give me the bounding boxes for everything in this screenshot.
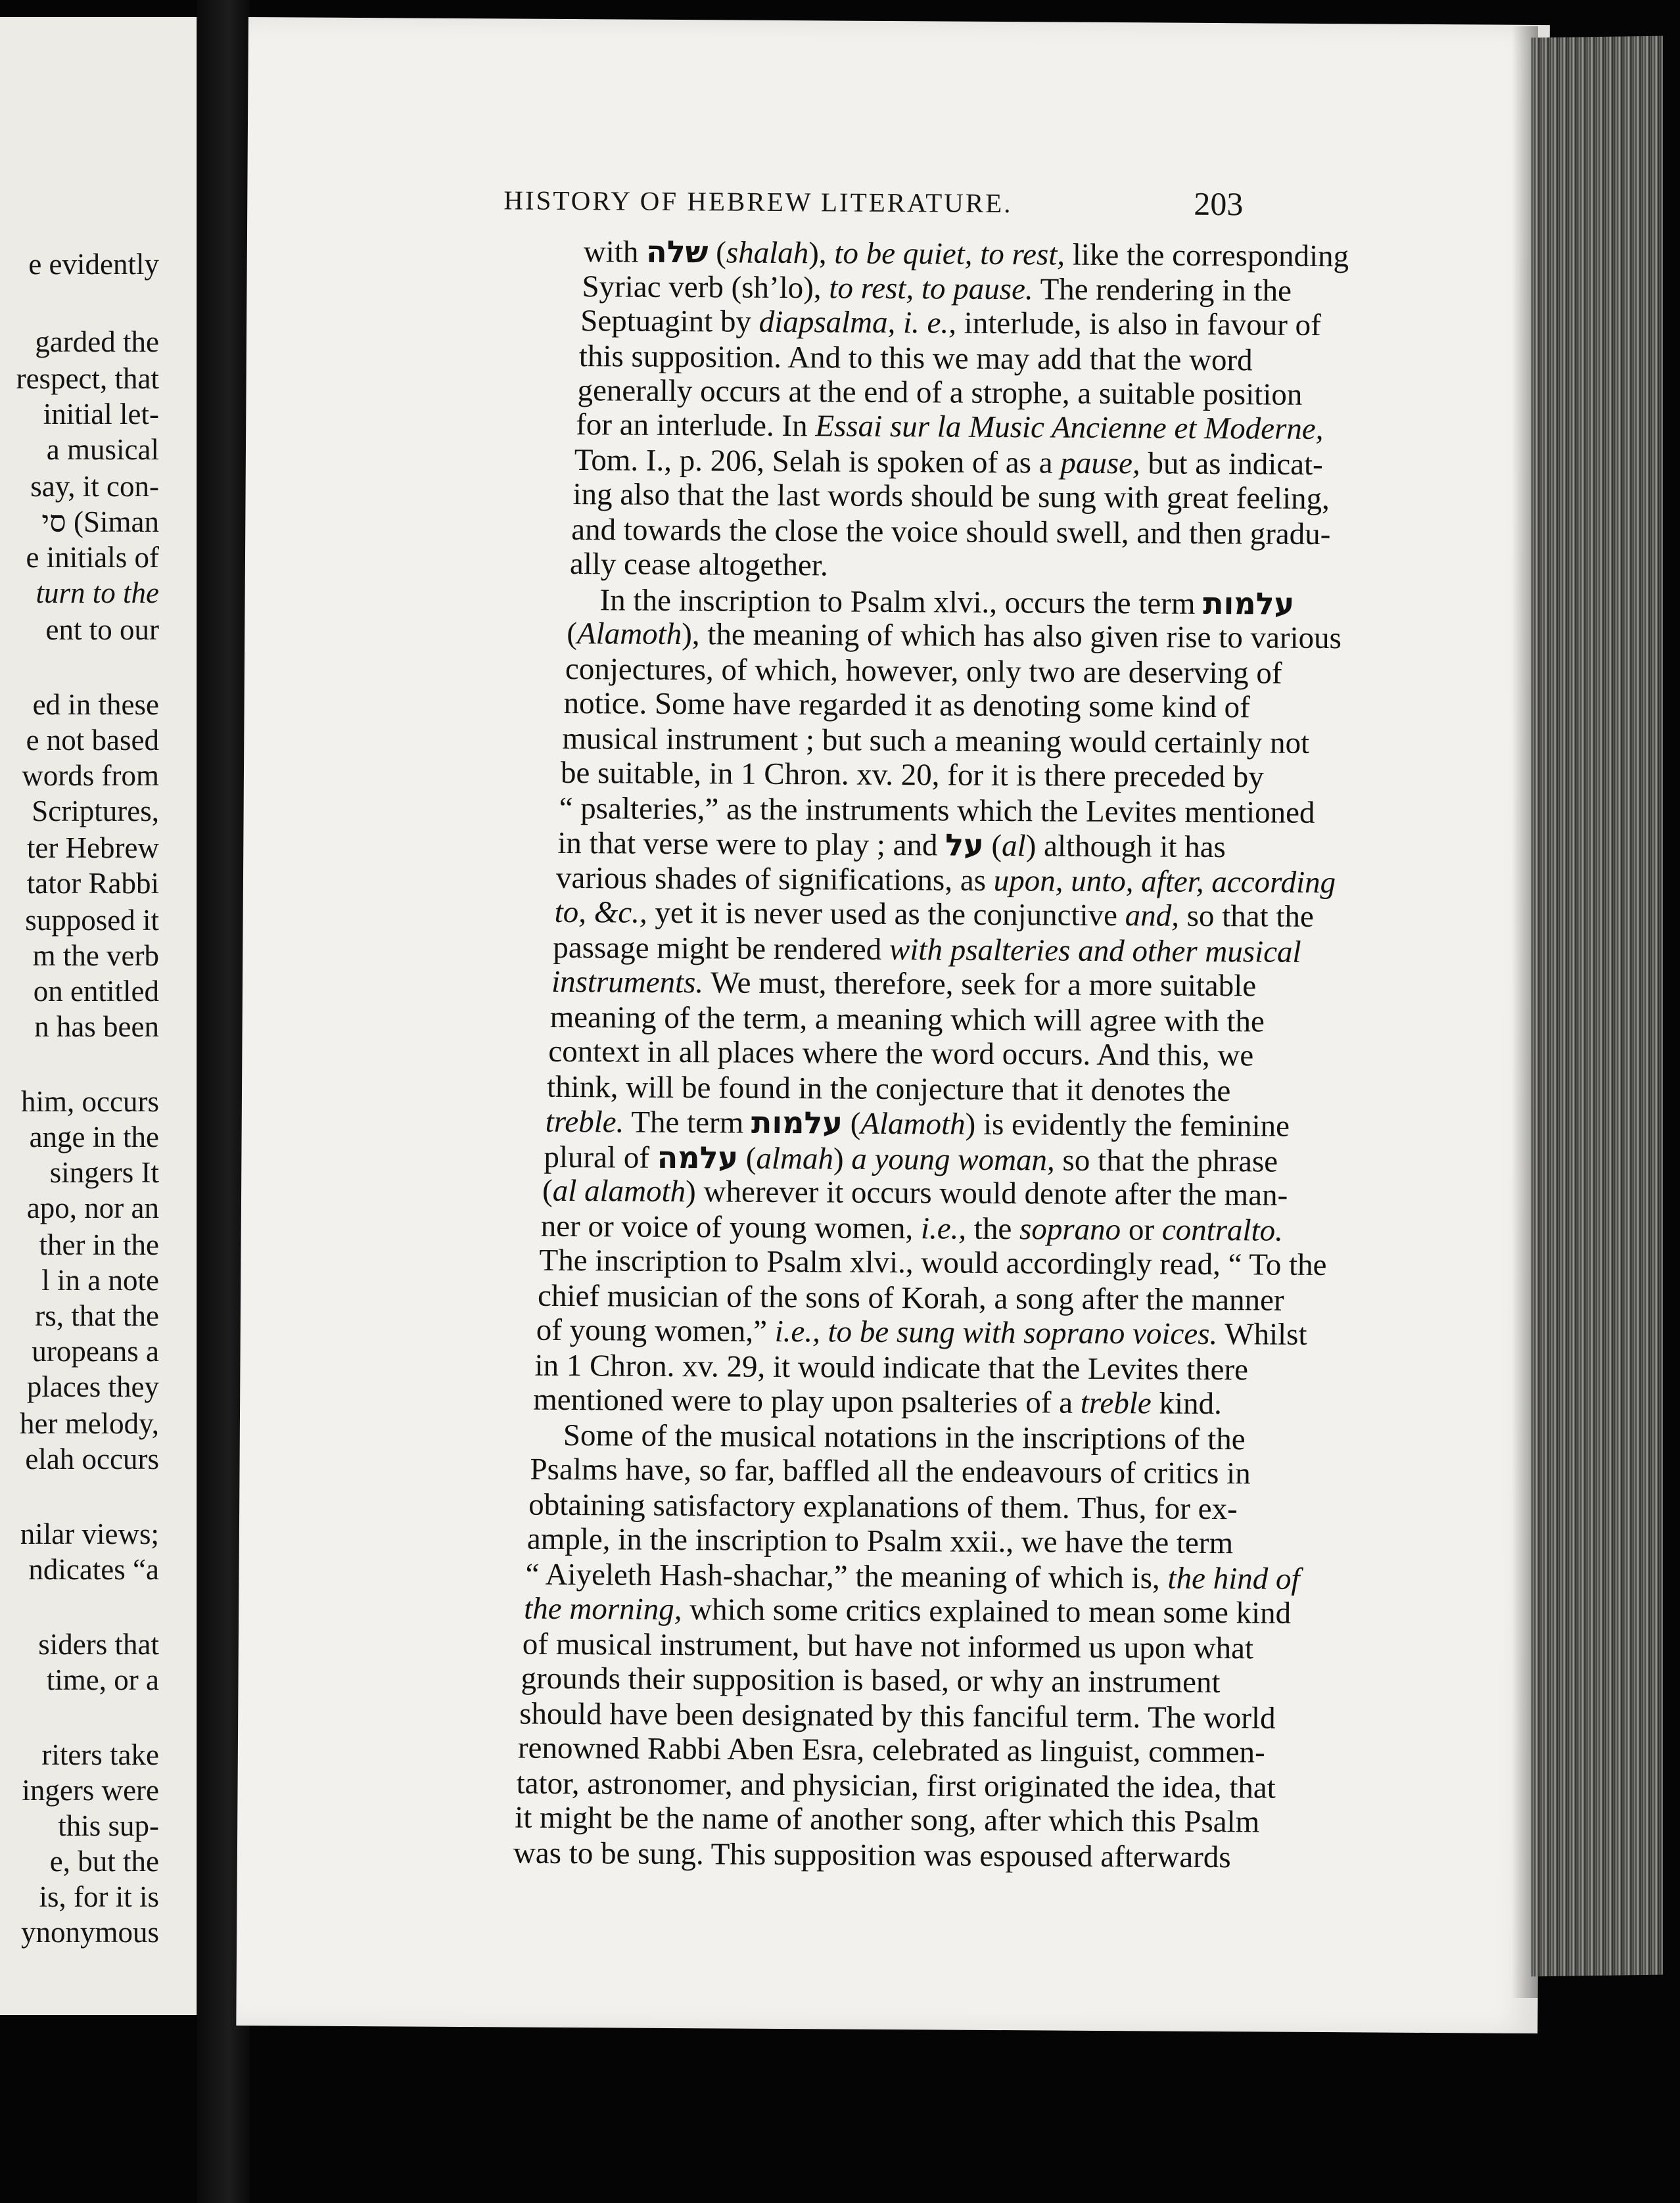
text-span: ) although it has bbox=[1025, 829, 1226, 865]
text-span: of young women,” bbox=[536, 1312, 775, 1349]
italic-span: contralto. bbox=[1161, 1213, 1284, 1248]
text-line bbox=[551, 964, 1257, 1004]
left-page-line: e evidently bbox=[28, 248, 159, 281]
text-span: which some critics explained to mean some kind bbox=[682, 1592, 1292, 1631]
text-span: various shades of significations, as bbox=[555, 860, 994, 898]
left-page-line: ingers were bbox=[22, 1774, 159, 1807]
italic-span: to be quiet, to rest, bbox=[834, 236, 1065, 272]
text-line bbox=[579, 341, 1253, 376]
italic-span: shalah bbox=[726, 235, 809, 271]
text-span: Whilst bbox=[1217, 1317, 1307, 1352]
text-span: ), the meaning of which has also given rise to various bbox=[682, 617, 1342, 656]
hebrew-word: עלמות bbox=[1203, 585, 1295, 622]
page-number: 203 bbox=[1194, 185, 1244, 223]
left-page-line: l in a note bbox=[41, 1264, 159, 1297]
text-span: musical instrument ; but such a meaning would certainly not bbox=[562, 721, 1310, 760]
left-page-line: ynonymous bbox=[20, 1916, 159, 1949]
italic-span: to, &c., bbox=[554, 894, 647, 930]
left-page-line: siders that bbox=[38, 1628, 159, 1661]
text-line bbox=[546, 1106, 1290, 1142]
text-line bbox=[530, 1454, 1250, 1490]
text-span: grounds their supposition is based, or why an instrument bbox=[521, 1661, 1221, 1700]
text-span: conjectures, of which, however, only two are deserving of bbox=[565, 651, 1282, 691]
text-span: of musical instrument, but have not informed us upon what bbox=[522, 1627, 1254, 1666]
left-page-line: on entitled bbox=[33, 975, 159, 1008]
text-line bbox=[553, 930, 1301, 969]
text-line bbox=[571, 515, 1330, 550]
text-span: plural of bbox=[544, 1140, 657, 1175]
left-page-line: סי (Siman bbox=[41, 505, 159, 538]
text-line bbox=[580, 306, 1321, 341]
hebrew-word: עלמות bbox=[751, 1104, 843, 1141]
text-span: “ psalteries,” as the instruments which the Levites mentioned bbox=[559, 791, 1315, 830]
text-span: In the inscription to Psalm xlvi., occurs the term bbox=[599, 583, 1203, 621]
text-line bbox=[582, 271, 1292, 307]
text-line bbox=[576, 409, 1324, 445]
italic-span: i.e., bbox=[920, 1211, 967, 1246]
text-span: generally occurs at the end of a strophe, a suitable position bbox=[577, 373, 1303, 412]
text-span: passage might be rendered bbox=[553, 930, 890, 967]
text-line bbox=[550, 1002, 1265, 1038]
text-span: Syriac verb (sh’lo), bbox=[582, 269, 829, 306]
text-span: “ Aiyeleth Hash-shachar,” the meaning of which is, bbox=[525, 1557, 1168, 1596]
text-span: Tom. I., p. 206, Selah is spoken of as a bbox=[574, 443, 1061, 480]
text-line bbox=[524, 1591, 1292, 1631]
text-line bbox=[565, 651, 1282, 691]
left-page-line: tator Rabbi bbox=[26, 867, 159, 900]
book-page bbox=[236, 17, 1550, 2033]
text-span: ( bbox=[842, 1106, 861, 1141]
text-span: context in all places where the word occurs. And this, we bbox=[548, 1034, 1254, 1073]
hebrew-word: עלמה bbox=[657, 1139, 739, 1176]
text-span: ner or voice of young women, bbox=[540, 1209, 922, 1246]
text-line bbox=[570, 549, 828, 581]
italic-span: a young woman, bbox=[851, 1142, 1055, 1178]
text-span: ( bbox=[708, 235, 727, 270]
italic-span: almah bbox=[756, 1141, 834, 1176]
left-page-line: Scriptures, bbox=[32, 795, 159, 827]
text-line bbox=[599, 584, 1294, 620]
text-span: ) is evidently the feminine bbox=[965, 1107, 1290, 1144]
text-span: mentioned were to play upon psalteries of a bbox=[532, 1382, 1081, 1420]
left-page-line: garded the bbox=[35, 325, 159, 358]
text-line bbox=[583, 233, 1349, 274]
italic-span: to rest, to pause. bbox=[829, 271, 1033, 307]
text-span: ample, in the inscription to Psalm xxii., we have the term bbox=[526, 1521, 1234, 1561]
text-span: the bbox=[966, 1211, 1020, 1247]
italic-span: with psalteries and other musical bbox=[889, 932, 1301, 969]
text-line bbox=[541, 1211, 1283, 1247]
text-span: obtaining satisfactory explanations of them. Thus, for ex- bbox=[528, 1487, 1238, 1527]
left-page-line: turn to the bbox=[35, 576, 159, 609]
italic-span: diapsalma, i. e., bbox=[758, 304, 957, 340]
text-span: ) bbox=[833, 1142, 852, 1176]
text-span: yet it is never used as the conjunctive bbox=[647, 895, 1125, 933]
left-page-line: ndicates “a bbox=[28, 1553, 159, 1586]
italic-span: the hind of bbox=[1167, 1561, 1300, 1596]
text-line bbox=[546, 1069, 1231, 1109]
left-page-line: ther in the bbox=[39, 1228, 159, 1261]
italic-span: Alamoth bbox=[576, 616, 682, 652]
text-span: ) wherever it occurs would denote after the man- bbox=[685, 1174, 1288, 1213]
text-span: ( bbox=[737, 1141, 757, 1176]
text-line bbox=[567, 618, 1342, 654]
text-line bbox=[526, 1521, 1234, 1561]
left-page-line: m the verb bbox=[32, 939, 159, 972]
text-span: ( bbox=[542, 1173, 553, 1208]
left-page-line: her melody, bbox=[19, 1407, 159, 1440]
text-span: should have been designated by this fanciful term. The world bbox=[519, 1696, 1276, 1736]
left-page-line: initial let- bbox=[43, 398, 159, 430]
text-span: Psalms have, so far, baffled all the endeavours of critics in bbox=[530, 1452, 1251, 1491]
text-span: for an interlude. In bbox=[576, 407, 816, 444]
text-line bbox=[536, 1312, 1307, 1352]
text-span: but as indicat- bbox=[1140, 446, 1323, 482]
left-page-line: a musical bbox=[46, 433, 159, 466]
text-line bbox=[577, 375, 1302, 411]
italic-span: and, bbox=[1125, 898, 1180, 933]
left-page-line: ent to our bbox=[45, 613, 159, 646]
text-span: We must, therefore, seek for a more suitable bbox=[703, 965, 1257, 1004]
italic-span: instruments. bbox=[551, 964, 704, 1000]
text-span: Some of the musical notations in the inscriptions of the bbox=[563, 1418, 1246, 1457]
text-span: The rendering in the bbox=[1033, 272, 1292, 308]
left-page-line: words from bbox=[22, 759, 159, 792]
text-span: this supposition. And to this we may add that the word bbox=[578, 339, 1253, 378]
text-line bbox=[542, 1173, 1288, 1213]
left-page-line: places they bbox=[26, 1370, 159, 1403]
text-span: be suitable, in 1 Chron. xv. 20, for it is there preceded by bbox=[560, 755, 1264, 795]
text-span: and towards the close the voice should swell, and then gradu- bbox=[571, 513, 1331, 552]
text-line bbox=[532, 1382, 1222, 1422]
running-title: HISTORY OF HEBREW LITERATURE. bbox=[503, 185, 1013, 219]
text-span: so that the bbox=[1178, 898, 1314, 934]
text-span: chief musician of the sons of Korah, a song after the manner bbox=[537, 1278, 1284, 1318]
text-span: The inscription to Psalm xlvi., would accordingly read, “ To the bbox=[539, 1243, 1327, 1283]
left-page-line: is, for it is bbox=[39, 1880, 159, 1913]
left-page-line: e not based bbox=[26, 724, 159, 756]
text-line bbox=[534, 1348, 1249, 1387]
italic-span: pause, bbox=[1060, 446, 1140, 481]
text-span: ing also that the last words should be sung with great feeling, bbox=[572, 477, 1330, 517]
text-span: it might be the name of another song, after which this Psalm bbox=[515, 1800, 1260, 1840]
text-span: renowned Rabbi Aben Esra, celebrated as linguist, commen- bbox=[517, 1730, 1265, 1770]
text-span: ), bbox=[808, 236, 835, 271]
left-page-line: this sup- bbox=[58, 1809, 159, 1842]
text-span: ally cease altogether. bbox=[569, 547, 828, 583]
text-line bbox=[560, 755, 1264, 795]
italic-span: the morning, bbox=[524, 1591, 682, 1627]
text-line bbox=[544, 1139, 1278, 1179]
text-line bbox=[548, 1036, 1253, 1072]
text-line bbox=[554, 894, 1314, 934]
text-span: in 1 Chron. xv. 29, it would indicate that the Levites there bbox=[534, 1348, 1249, 1387]
italic-span: treble bbox=[1080, 1385, 1152, 1421]
left-page-line: time, or a bbox=[46, 1663, 159, 1696]
text-line bbox=[539, 1245, 1326, 1281]
book-page-edges bbox=[1531, 36, 1663, 1977]
text-line bbox=[523, 1629, 1253, 1665]
italic-span: Alamoth bbox=[860, 1106, 966, 1142]
text-span: so that the phrase bbox=[1054, 1143, 1278, 1179]
text-line bbox=[521, 1663, 1220, 1698]
text-line bbox=[528, 1487, 1238, 1527]
italic-span: upon, unto, after, according bbox=[993, 863, 1336, 900]
left-page-line: respect, that bbox=[16, 362, 159, 395]
left-page-line: n has been bbox=[34, 1010, 159, 1043]
text-line bbox=[562, 721, 1310, 760]
left-page-line: rs, that the bbox=[35, 1299, 159, 1332]
left-page-line: riters take bbox=[41, 1738, 159, 1771]
left-page-line: uropeans a bbox=[32, 1335, 159, 1368]
text-line bbox=[519, 1696, 1276, 1736]
text-line bbox=[559, 793, 1315, 829]
text-line bbox=[513, 1838, 1231, 1874]
text-span: in that verse were to play ; and bbox=[557, 825, 946, 863]
text-span: meaning of the term, a meaning which will agree with the bbox=[549, 1000, 1265, 1039]
left-page-line: say, it con- bbox=[30, 470, 159, 503]
italic-span: i.e., to be sung with soprano voices. bbox=[774, 1314, 1218, 1352]
left-page-line: singers It bbox=[49, 1156, 159, 1189]
italic-span: Essai sur la Music Ancienne et Moderne, bbox=[815, 409, 1324, 447]
text-span: was to be sung. This supposition was espoused afterwards bbox=[513, 1836, 1231, 1875]
text-line bbox=[563, 1420, 1246, 1455]
left-page-line: elah occurs bbox=[25, 1443, 159, 1475]
left-page-line: him, occurs bbox=[21, 1085, 159, 1118]
text-span: or bbox=[1121, 1213, 1162, 1247]
text-span: like the corresponding bbox=[1064, 237, 1349, 274]
italic-span: treble. bbox=[545, 1104, 624, 1140]
text-line bbox=[557, 827, 1226, 863]
left-page-line: apo, nor an bbox=[26, 1192, 159, 1224]
text-span: ( bbox=[983, 828, 1002, 864]
text-line bbox=[555, 860, 1336, 900]
text-line bbox=[516, 1766, 1276, 1805]
left-page-line: ed in these bbox=[32, 688, 159, 721]
hebrew-word: על bbox=[945, 827, 984, 863]
italic-span: al alamoth bbox=[552, 1173, 686, 1209]
left-page-line: nilar views; bbox=[20, 1518, 159, 1550]
facing-page-left bbox=[0, 17, 198, 2015]
text-line bbox=[517, 1730, 1265, 1770]
text-line bbox=[572, 479, 1330, 515]
text-span: ( bbox=[567, 616, 578, 651]
left-page-line: ange in the bbox=[29, 1121, 159, 1153]
text-span: interlude, is also in favour of bbox=[956, 306, 1321, 342]
text-line bbox=[525, 1557, 1300, 1596]
text-line bbox=[563, 685, 1250, 725]
text-line bbox=[515, 1800, 1260, 1840]
text-span: The term bbox=[624, 1105, 752, 1140]
text-line bbox=[537, 1278, 1284, 1318]
text-span: with bbox=[583, 235, 647, 269]
text-line bbox=[574, 445, 1323, 480]
left-page-line: supposed it bbox=[25, 904, 159, 937]
text-span: tator, astronomer, and physician, first originated the idea, that bbox=[516, 1766, 1276, 1805]
text-span: kind. bbox=[1151, 1386, 1222, 1422]
text-span: notice. Some have regarded it as denoting some kind of bbox=[563, 685, 1250, 725]
text-span: think, will be found in the conjecture that it denotes the bbox=[546, 1069, 1231, 1109]
hebrew-word: שלה bbox=[645, 233, 709, 270]
left-page-line: ter Hebrew bbox=[26, 831, 159, 864]
left-page-line: e initials of bbox=[26, 541, 159, 574]
italic-span: soprano bbox=[1019, 1212, 1121, 1247]
italic-span: al bbox=[1001, 829, 1026, 864]
text-span: Septuagint by bbox=[580, 304, 759, 339]
left-page-line: e, but the bbox=[49, 1845, 159, 1878]
